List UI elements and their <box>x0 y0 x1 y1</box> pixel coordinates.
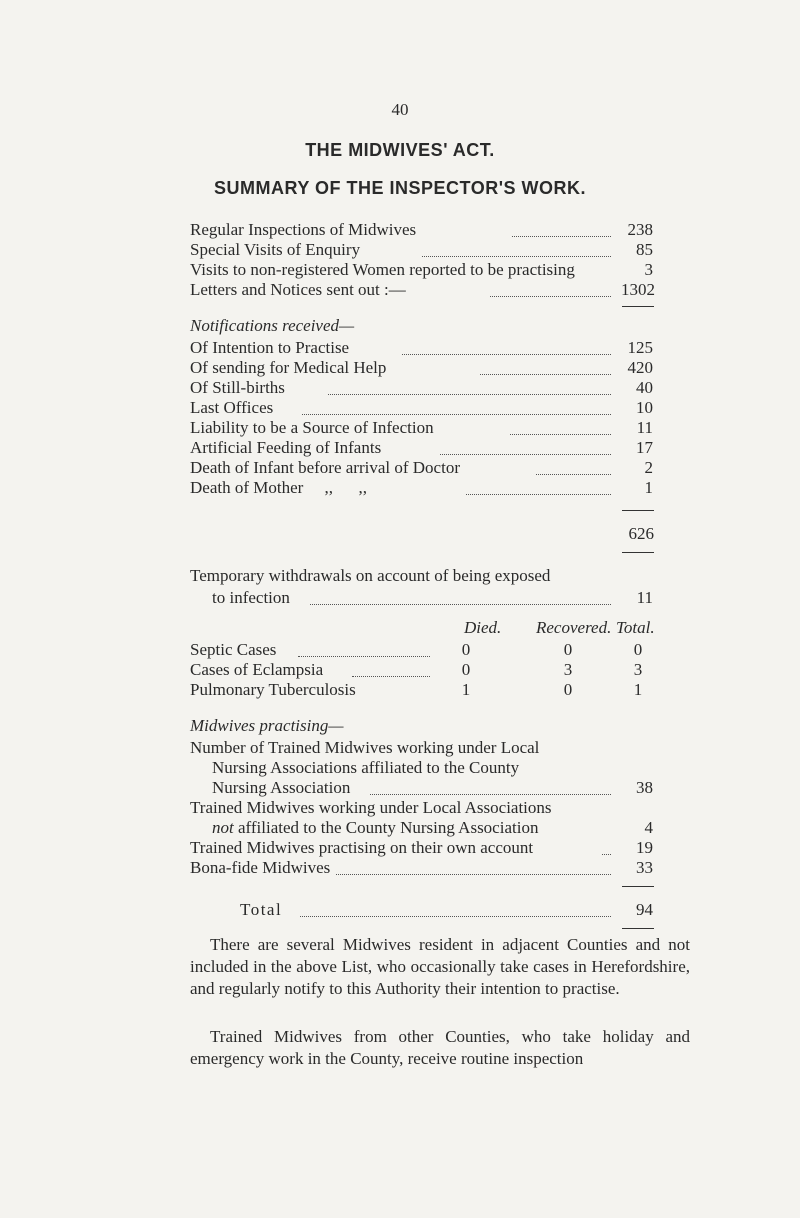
page-title: THE MIDWIVES' ACT. <box>305 140 495 160</box>
list-item: Trained Midwives working under Local Associations <box>190 798 552 817</box>
list-item: Bona-fide Midwives 33 <box>190 858 653 877</box>
notifications-total: 626 <box>628 524 654 543</box>
list-item: Nursing Associations affiliated to the County <box>212 758 520 777</box>
list-item: Regular Inspections of Midwives 238 <box>190 220 653 239</box>
list-item: to infection 11 <box>212 588 653 607</box>
page-number: 40 <box>391 100 409 119</box>
list-item: Of Intention to Practise 125 <box>190 338 653 357</box>
divider <box>622 928 654 929</box>
table-cell: 0 <box>633 640 643 659</box>
midwives-heading: Midwives practising— <box>190 716 344 735</box>
table-cell: 3 <box>563 660 573 679</box>
table-row: Septic Cases <box>190 640 440 660</box>
page-subtitle: SUMMARY OF THE INSPECTOR'S WORK. <box>214 178 586 198</box>
list-item: Special Visits of Enquiry 85 <box>190 240 653 259</box>
table-cell: 1 <box>461 680 471 699</box>
table-row: Cases of Eclampsia <box>190 660 440 680</box>
table-cell: 0 <box>461 640 471 659</box>
list-item: Number of Trained Midwives working under Local <box>190 738 540 757</box>
list-item: Death of Infant before arrival of Doctor 2 <box>190 458 653 477</box>
table-cell: 0 <box>563 640 573 659</box>
table-cell: 0 <box>563 680 573 699</box>
divider <box>622 886 654 887</box>
list-item: Trained Midwives practising on their own account 19 <box>190 838 653 857</box>
column-header-recovered: Recovered. <box>536 618 612 637</box>
list-item: Visits to non-registered Women reported to be practising 3 <box>190 260 653 279</box>
notifications-heading: Notifications received— <box>190 316 355 335</box>
paragraph: There are several Midwives resident in adjacent Counties and not included in the above List, who occasionally take cases in Herefordshire, and regularly notify to this Authority their intention to practise. <box>190 935 690 998</box>
column-header-died: Died. <box>464 618 502 637</box>
paragraph: Trained Midwives from other Counties, who take holiday and emergency work in the County, receive routine inspection <box>190 1027 690 1068</box>
table-row: Pulmonary Tuberculosis <box>190 680 356 699</box>
table-cell: 0 <box>461 660 471 679</box>
table-cell: 3 <box>633 660 643 679</box>
list-item: not affiliated to the County Nursing Association 4 <box>212 818 653 837</box>
table-cell: 1 <box>633 680 643 699</box>
list-item: Of sending for Medical Help 420 <box>190 358 653 377</box>
list-item: Last Offices 10 <box>190 398 653 417</box>
list-item: Letters and Notices sent out :— 1302 <box>190 280 655 299</box>
list-item: Liability to be a Source of Infection 11 <box>190 418 653 437</box>
list-item: Of Still-births 40 <box>190 378 653 397</box>
list-item: Nursing Association 38 <box>212 778 653 797</box>
total-row: Total 94 <box>240 900 653 919</box>
divider <box>622 306 654 307</box>
list-item: Death of Mother ,, ,, 1 <box>190 478 653 497</box>
column-header-total: Total. <box>616 618 655 637</box>
divider <box>622 510 654 511</box>
list-item: Artificial Feeding of Infants 17 <box>190 438 653 457</box>
divider <box>622 552 654 553</box>
withdrawals-line1: Temporary withdrawals on account of being exposed <box>190 566 551 585</box>
